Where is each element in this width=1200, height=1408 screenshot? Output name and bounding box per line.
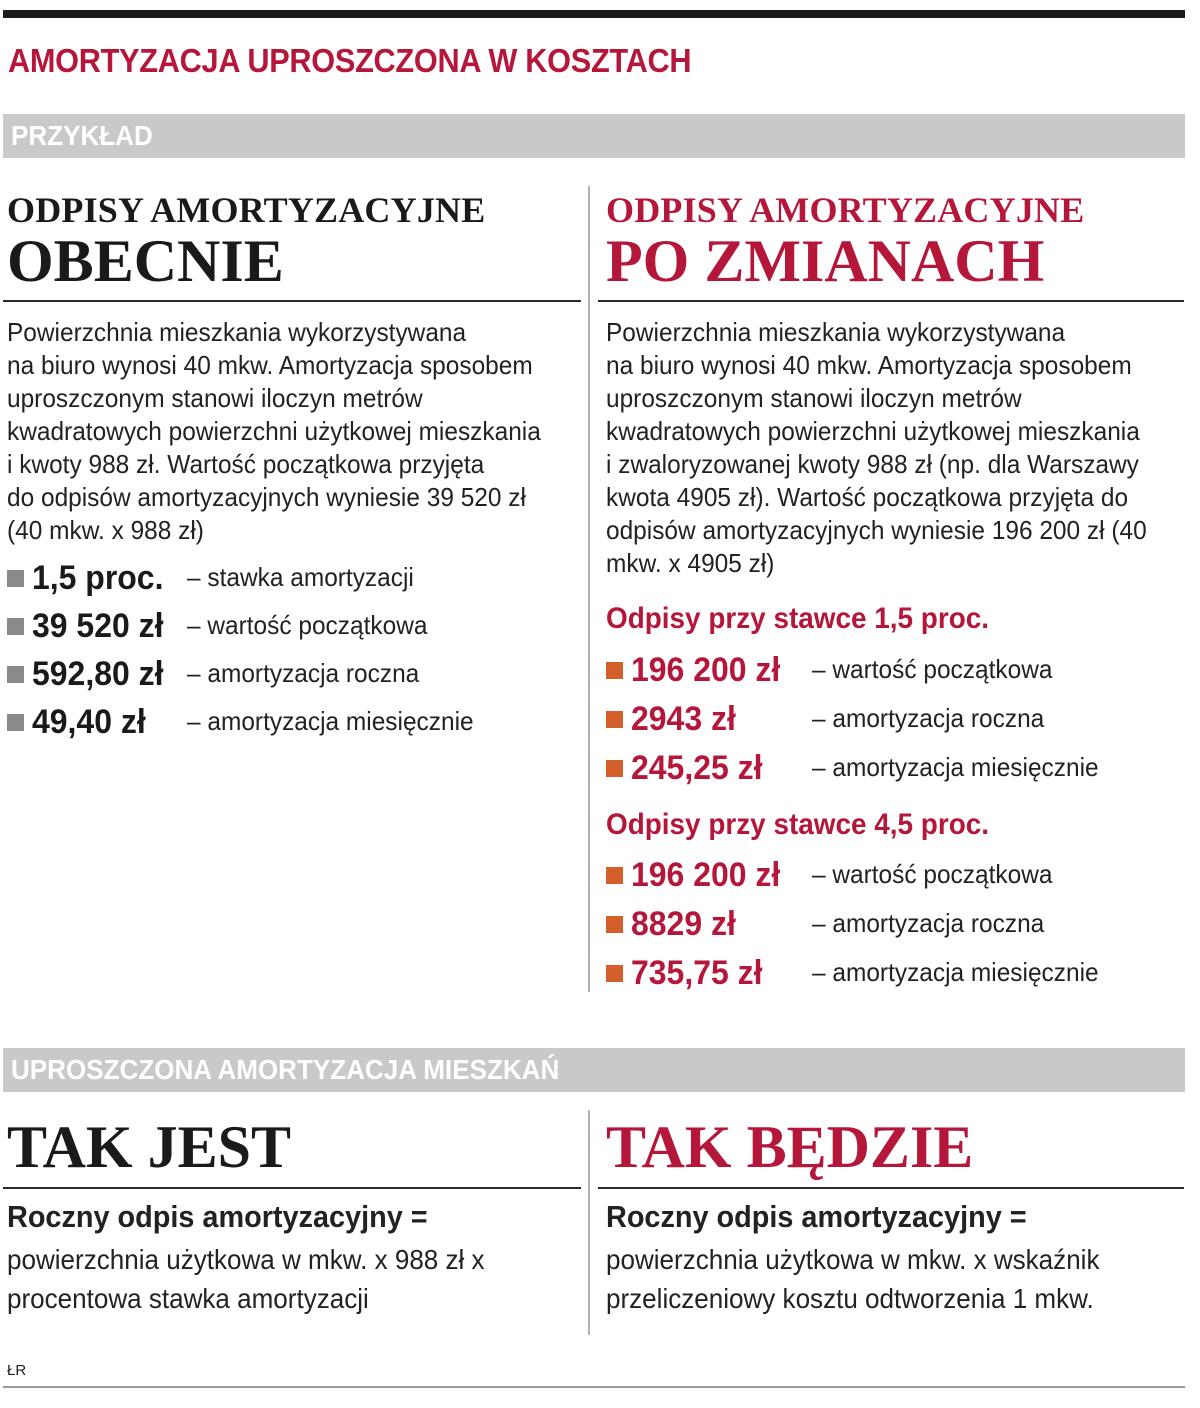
right-headline: PO ZMIANACH xyxy=(606,228,1045,294)
stat-label: – amortyzacja miesięcznie xyxy=(187,706,474,736)
stat-label: – amortyzacja roczna xyxy=(187,658,420,688)
stat-value: 735,75 zł xyxy=(631,953,763,992)
source-credit: ŁR xyxy=(7,1362,27,1379)
bullet-square-icon xyxy=(7,666,24,683)
right-g2-stat-initial xyxy=(606,853,790,897)
left-body-text: Powierzchnia mieszkania wykorzystywana na biuro wynosi 40 mkw. Amortyzacja sposobem uproszczonym stanowi iloczyn metrów kwadratowych powierzchni użytkowej mieszkania i kwoty 988 zł. Wartość początkowa przyjęta do odpisów amortyzacyjnych wyniesie 39 520 zł (40 mkw. x 988 zł) xyxy=(7,317,541,545)
left-stat-monthly xyxy=(7,700,153,744)
bottom-rule xyxy=(3,1386,1185,1388)
stat-value: 1,5 proc. xyxy=(32,558,164,597)
stat-value: 2943 zł xyxy=(631,699,736,738)
right-body-text: Powierzchnia mieszkania wykorzystywana na biuro wynosi 40 mkw. Amortyzacja sposobem uproszczonym stanowi iloczyn metrów kwadratowych powierzchni użytkowej mieszkania i zwaloryzowanej kwoty 988 zł (np. dla Warszawy kwota 4905 zł). Wartość początkowa przyjęta do odpisów amortyzacyjnych wyniesie 196 200 zł (40 mkw. x 4905 zł) xyxy=(606,317,1147,578)
right-formula-rule xyxy=(598,1187,1184,1189)
bullet-square-icon xyxy=(606,965,623,982)
left-headline-tak-jest: TAK JEST xyxy=(7,1114,291,1180)
stat-value: 39 520 zł xyxy=(32,606,164,645)
column-divider xyxy=(588,1110,590,1335)
stat-label: – wartość początkowa xyxy=(812,859,1053,889)
stat-label: – wartość początkowa xyxy=(187,610,428,640)
left-stat-annual xyxy=(7,652,172,696)
section-band-label: UPROSZCZONA AMORTYZACJA MIESZKAŃ xyxy=(11,1054,560,1085)
stat-value: 196 200 zł xyxy=(631,650,781,689)
top-rule xyxy=(3,10,1185,18)
left-formula-heading: Roczny odpis amortyzacyjny = xyxy=(7,1199,428,1234)
bullet-square-icon xyxy=(606,867,623,884)
bullet-square-icon xyxy=(7,570,24,587)
right-g2-stat-monthly xyxy=(606,951,771,995)
left-headline: OBECNIE xyxy=(7,228,284,294)
right-g1-stat-monthly xyxy=(606,746,771,790)
right-headline-tak-bedzie: TAK BĘDZIE xyxy=(606,1114,974,1180)
bullet-square-icon xyxy=(7,714,24,731)
right-g1-stat-initial xyxy=(606,648,790,692)
bullet-square-icon xyxy=(606,760,623,777)
stat-label: – amortyzacja roczna xyxy=(812,703,1045,733)
right-g1-stat-annual xyxy=(606,697,743,741)
right-group1-heading: Odpisy przy stawce 1,5 proc. xyxy=(606,602,990,635)
stat-value: 49,40 zł xyxy=(32,702,146,741)
section-band-housing xyxy=(3,1048,1185,1092)
bullet-square-icon xyxy=(7,618,24,635)
left-stat-initial-value xyxy=(7,604,172,648)
left-formula-rule xyxy=(3,1187,581,1189)
right-formula-body: powierzchnia użytkowa w mkw. x wskaźnik przeliczeniowy kosztu odtworzenia 1 mkw. xyxy=(606,1244,1100,1314)
bullet-square-icon xyxy=(606,916,623,933)
stat-label: – amortyzacja miesięcznie xyxy=(812,752,1099,782)
stat-value: 196 200 zł xyxy=(631,855,781,894)
column-divider xyxy=(588,186,590,992)
right-kicker: ODPISY AMORTYZACYJNE xyxy=(606,190,1085,230)
left-stat-rate xyxy=(7,556,172,600)
left-formula-body: powierzchnia użytkowa w mkw. x 988 zł x procentowa stawka amortyzacji xyxy=(7,1244,485,1314)
stat-label: – wartość początkowa xyxy=(812,654,1053,684)
stat-label: – stawka amortyzacji xyxy=(187,562,414,592)
stat-label: – amortyzacja miesięcznie xyxy=(812,957,1099,987)
right-group2-heading: Odpisy przy stawce 4,5 proc. xyxy=(606,808,990,841)
stat-value: 245,25 zł xyxy=(631,748,763,787)
stat-value: 592,80 zł xyxy=(32,654,164,693)
right-g2-stat-annual xyxy=(606,902,743,946)
left-heading-rule xyxy=(3,300,581,302)
right-heading-rule xyxy=(598,300,1184,302)
section-band-example xyxy=(3,114,1185,158)
bullet-square-icon xyxy=(606,662,623,679)
right-heading-block xyxy=(606,190,1186,292)
right-formula-heading: Roczny odpis amortyzacyjny = xyxy=(606,1199,1027,1234)
stat-value: 8829 zł xyxy=(631,904,736,943)
bullet-square-icon xyxy=(606,711,623,728)
section-band-label: PRZYKŁAD xyxy=(11,120,153,151)
left-heading-block xyxy=(7,190,577,292)
main-title: AMORTYZACJA UPROSZCZONA W KOSZTACH xyxy=(8,42,692,79)
stat-label: – amortyzacja roczna xyxy=(812,908,1045,938)
left-kicker: ODPISY AMORTYZACYJNE xyxy=(7,190,486,230)
